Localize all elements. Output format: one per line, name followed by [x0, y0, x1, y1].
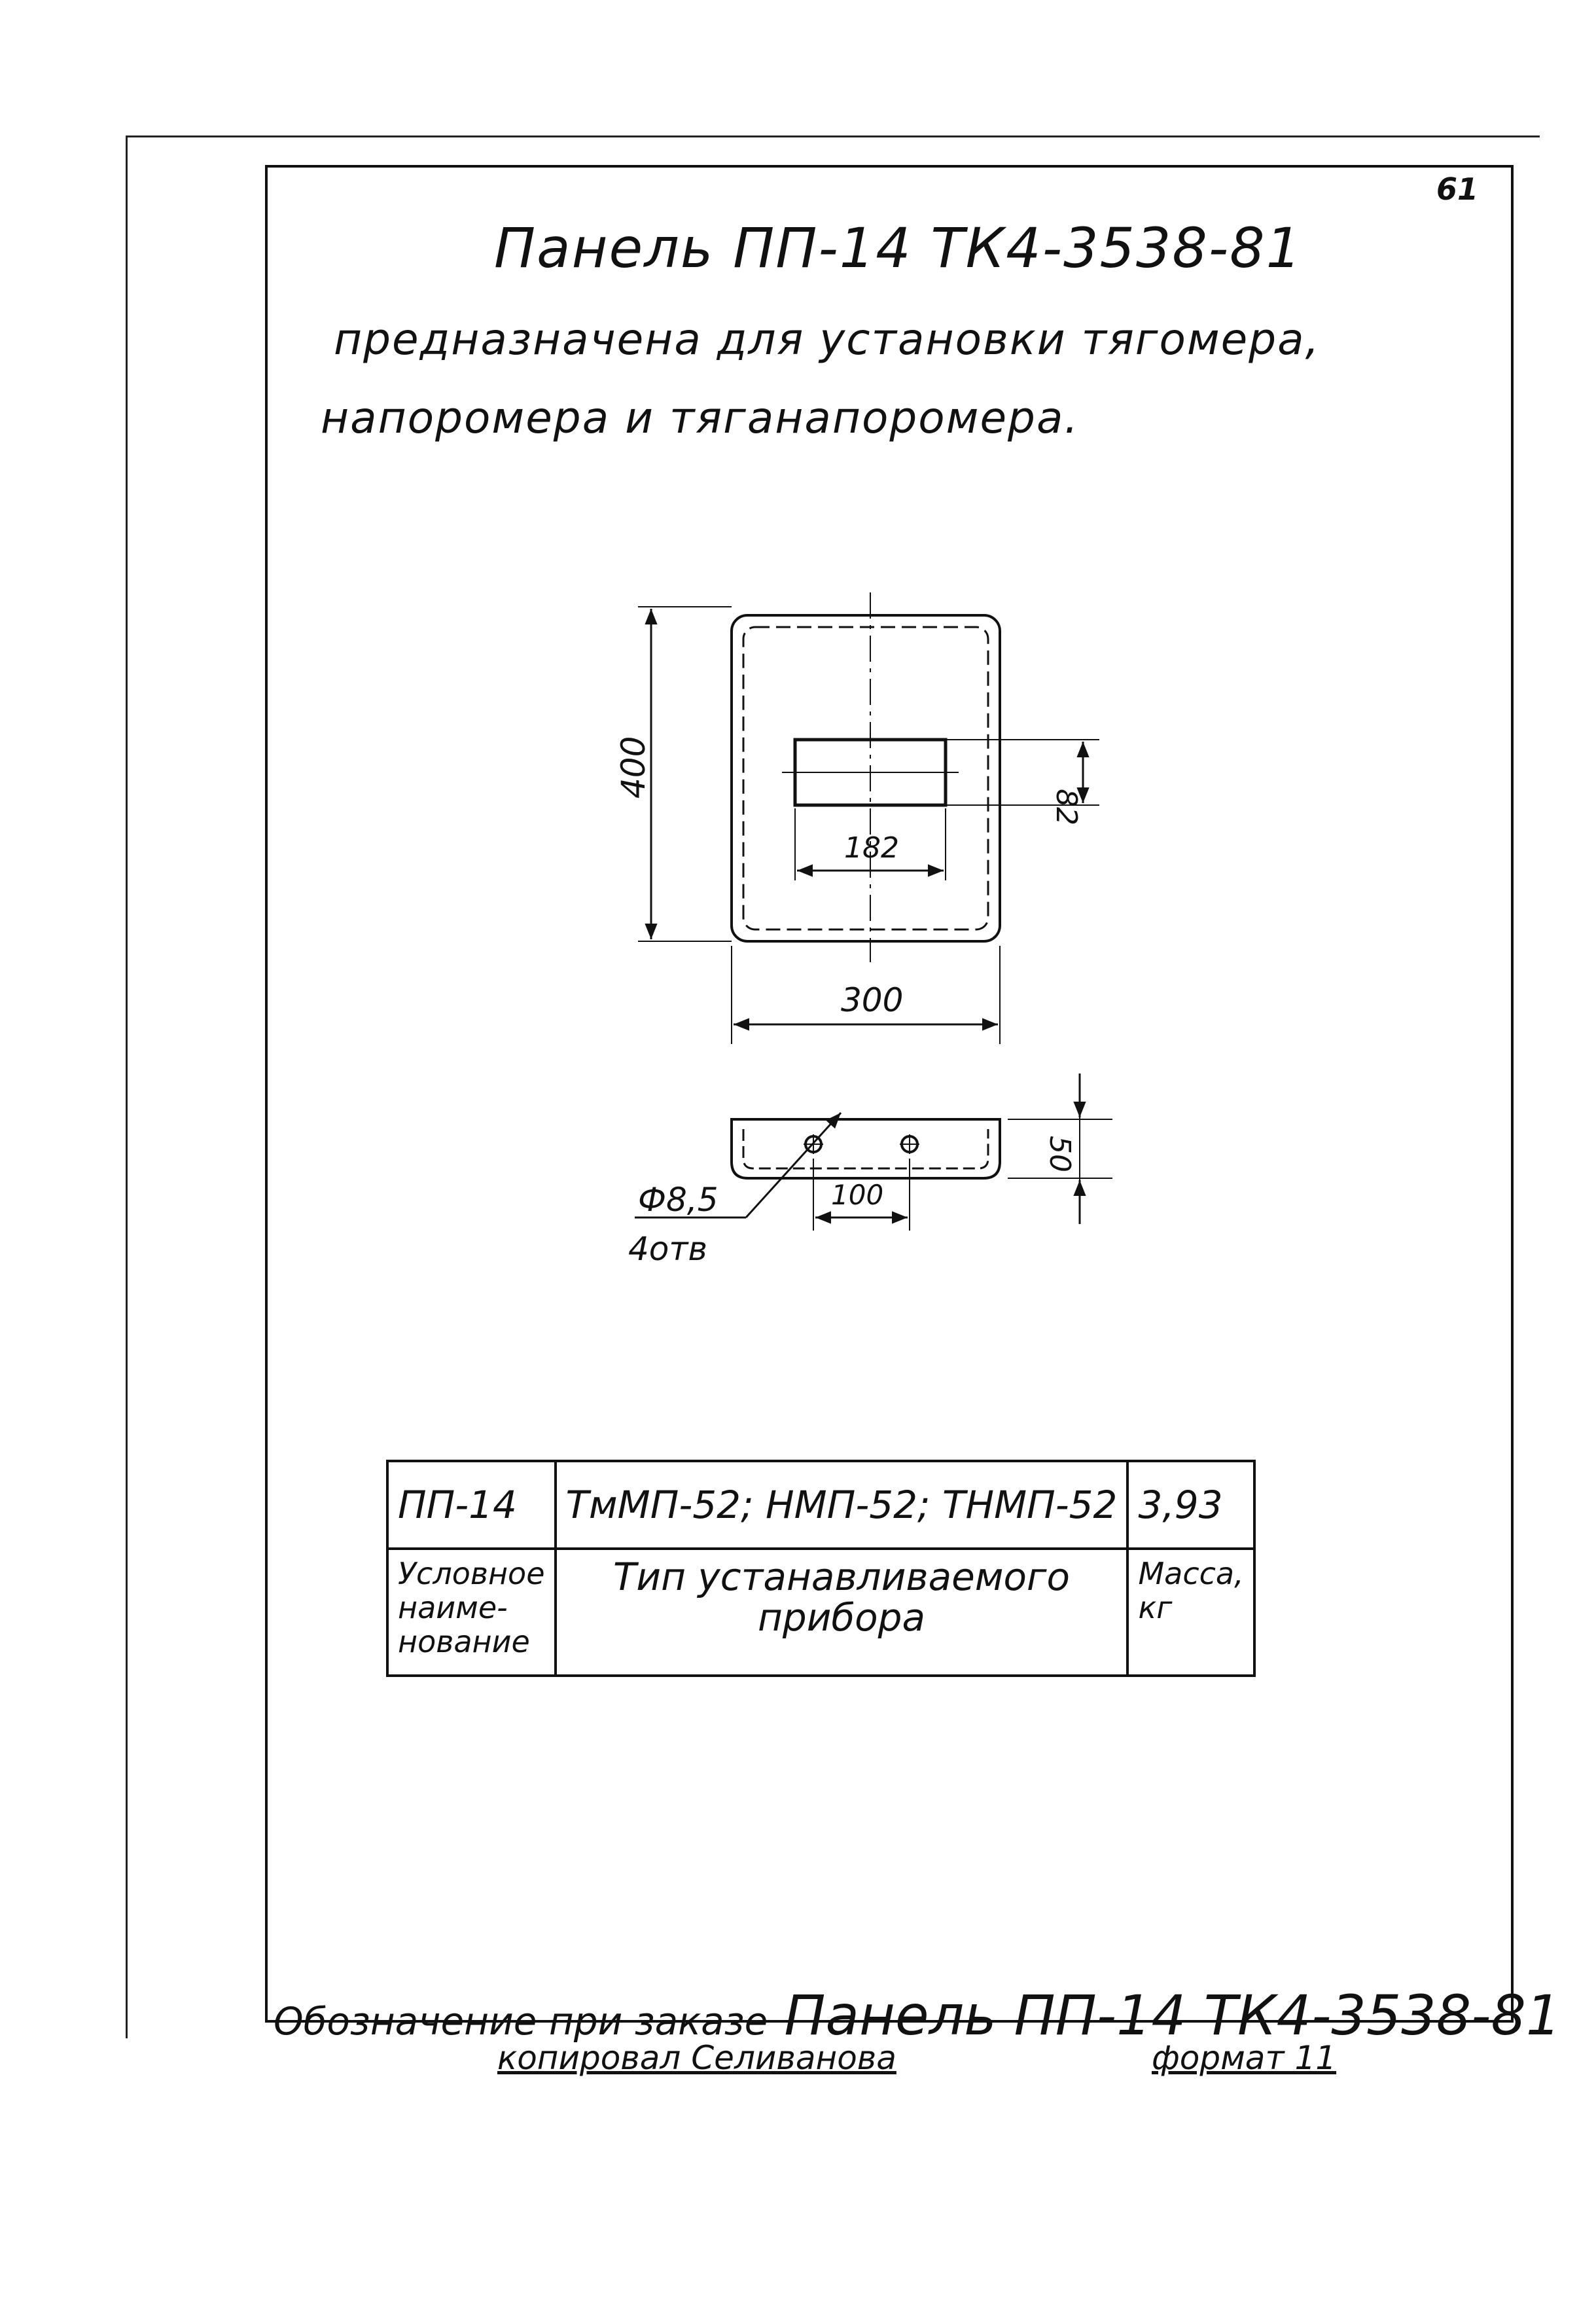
page-title: Панель ПП-14 ТК4-3538-81: [494, 216, 1303, 280]
footer-copied-by: копировал Селиванова: [497, 2039, 896, 2077]
mass-cell: 3,93: [1127, 1461, 1254, 1549]
purpose-line-2: напоромера и тяганапоромера.: [321, 393, 1080, 443]
cutout-height-dim-label: 82: [1050, 789, 1083, 825]
instrument-header: Тип устанавливаемого прибора: [556, 1549, 1128, 1676]
height-dim-label: 400: [614, 736, 652, 799]
footer-format: формат 11: [1152, 2039, 1337, 2077]
designation-header: Условное наиме-нование: [387, 1549, 556, 1676]
depth-dim-label: 50: [1043, 1136, 1076, 1172]
hole-count-label: 4отв: [628, 1230, 707, 1268]
order-label: Обозначение при заказе: [274, 1999, 768, 2044]
width-dim-label: 300: [841, 981, 904, 1019]
instrument-cell: ТмМП-52; НМП-52; ТНМП-52: [556, 1461, 1128, 1549]
order-value: Панель ПП-14 ТК4-3538-81: [784, 1983, 1561, 2047]
panel-outline: [732, 615, 1000, 941]
cutout-width-dim-label: 182: [844, 831, 899, 865]
sheet-number: 61: [1436, 171, 1479, 207]
purpose-line-1: предназначена для установки тягомера,: [334, 314, 1321, 365]
mass-header: Масса, кг: [1127, 1549, 1254, 1676]
hole-leader: [746, 1113, 841, 1217]
table-row: [387, 1461, 1254, 1549]
hole-diameter-label: Ф8,5: [638, 1181, 718, 1219]
panel-inner-dashed: [743, 627, 988, 929]
side-view-inner-dashed: [743, 1129, 988, 1168]
designation-cell: ПП-14: [387, 1461, 556, 1549]
hole-spacing-dim-label: 100: [831, 1179, 884, 1211]
spec-table: [386, 1460, 1256, 1677]
table-row: [387, 1549, 1254, 1676]
order-designation: [274, 1983, 1561, 2047]
